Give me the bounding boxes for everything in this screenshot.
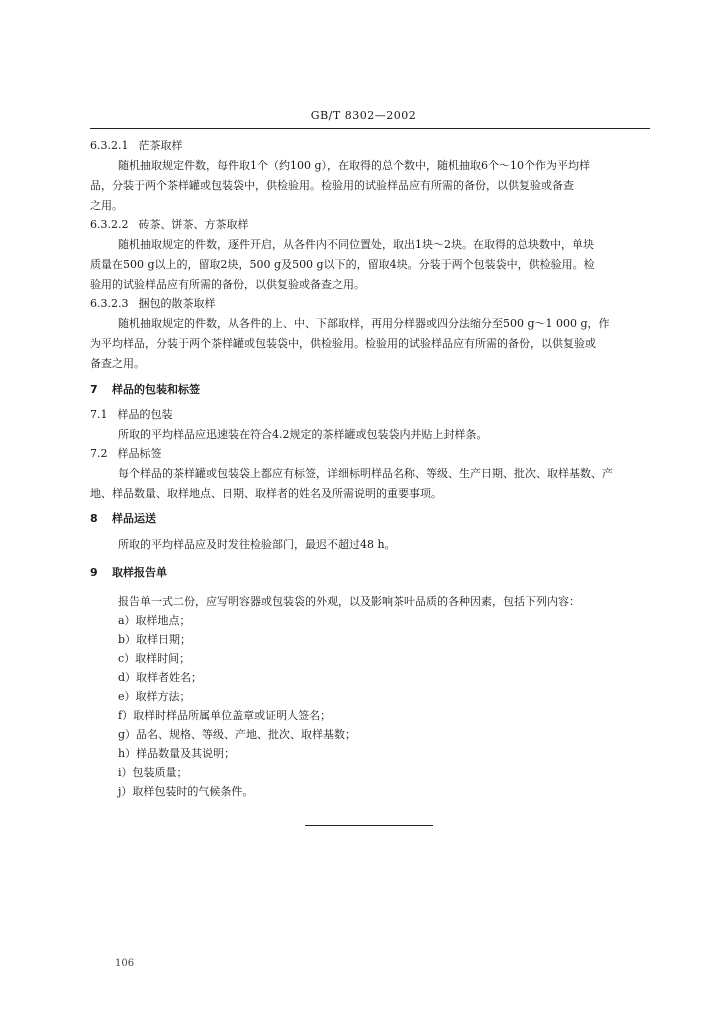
section-9-heading	[90, 563, 650, 583]
list-item: g）品名、规格、等级、产地、批次、取样基数；	[118, 728, 357, 741]
list-item: a）取样地点；	[118, 614, 191, 627]
section-7-heading	[90, 380, 650, 400]
list-item: f）取样时样品所属单位盖章或证明人签名；	[118, 709, 332, 722]
clause-title: 捆包的散茶取样	[138, 297, 216, 310]
clause-number: 6.3.2.2	[90, 218, 129, 231]
list-item: j）取样包装时的气候条件。	[118, 785, 254, 798]
paragraph-line: 随机抽取规定件数，每件取1个（约100 g），在取得的总个数中，随机抽取6个～10个作为平均样	[118, 159, 591, 172]
paragraph-line: 报告单一式二份，应写明容器或包装袋的外观，以及影响茶叶品质的各种因素，包括下列内容：	[118, 595, 580, 608]
standard-number-header: GB/T 8302—2002	[310, 109, 417, 122]
section-title: 样品运送	[112, 512, 156, 525]
page-number: 106	[115, 958, 135, 969]
clause-6-3-2-2-heading	[90, 215, 650, 235]
section-8-heading	[90, 509, 650, 529]
clause-6-3-2-3-heading	[90, 294, 650, 314]
paragraph-line: 所取的平均样品应及时发往检验部门，最迟不超过48 h。	[118, 538, 396, 551]
paragraph-line: 随机抽取规定的件数，逐件开启，从各件内不同位置处，取出1块～2块。在取得的总块数中，单块	[118, 238, 594, 251]
clause-title: 茫茶取样	[138, 139, 183, 152]
list-item: d）取样者姓名；	[118, 671, 203, 684]
list-item: h）样品数量及其说明；	[118, 747, 236, 760]
clause-number: 7.2	[90, 447, 108, 460]
section-number: 8	[90, 512, 98, 525]
clause-7-1-heading	[90, 405, 650, 425]
clause-title: 样品的包装	[117, 408, 173, 421]
list-item: b）取样日期；	[118, 633, 192, 646]
clause-number: 6.3.2.1	[90, 139, 129, 152]
paragraph-line: 验用的试验样品应有所需的备份，以供复验或备查之用。	[90, 278, 365, 291]
end-of-document-rule	[305, 825, 433, 826]
clause-6-3-2-1-heading	[90, 136, 650, 156]
paragraph-line: 地、样品数量、取样地点、日期、取样者的姓名及所需说明的重要事项。	[90, 487, 442, 500]
section-title: 样品的包装和标签	[112, 383, 200, 396]
header-rule	[90, 128, 650, 129]
paragraph-line: 之用。	[90, 199, 123, 212]
paragraph-line: 为平均样品，分装于两个茶样罐或包装袋中，供检验用。检验用的试验样品应有所需的备份，以供复验或	[90, 337, 596, 350]
paragraph-line: 品，分装于两个茶样罐或包装袋中，供检验用。检验用的试验样品应有所需的备份，以供复验或备查	[90, 179, 574, 192]
paragraph-line: 备查之用。	[90, 357, 145, 370]
clause-number: 6.3.2.3	[90, 297, 129, 310]
section-number: 7	[90, 383, 98, 396]
section-title: 取样报告单	[112, 566, 167, 579]
clause-number: 7.1	[90, 408, 108, 421]
paragraph-line: 随机抽取规定的件数，从各件的上、中、下部取样，再用分样器或四分法缩分至500 g～1 000 g，作	[118, 317, 610, 330]
clause-title: 样品标签	[117, 447, 162, 460]
clause-title: 砖茶、饼茶、方茶取样	[138, 218, 249, 231]
paragraph-line: 质量在500 g以上的，留取2块，500 g及500 g以下的，留取4块。分装于两个包装袋中，供检验用。检	[90, 258, 595, 271]
clause-7-2-heading	[90, 444, 650, 464]
section-number: 9	[90, 566, 98, 579]
list-item: c）取样时间；	[118, 652, 191, 665]
list-item: i）包装质量；	[118, 766, 188, 779]
paragraph-line: 所取的平均样品应迅速装在符合4.2规定的茶样罐或包装袋内并贴上封样条。	[118, 428, 488, 441]
list-item: e）取样方法；	[118, 690, 191, 703]
paragraph-line: 每个样品的茶样罐或包装袋上都应有标签，详细标明样品名称、等级、生产日期、批次、取样基数、产	[118, 467, 613, 480]
